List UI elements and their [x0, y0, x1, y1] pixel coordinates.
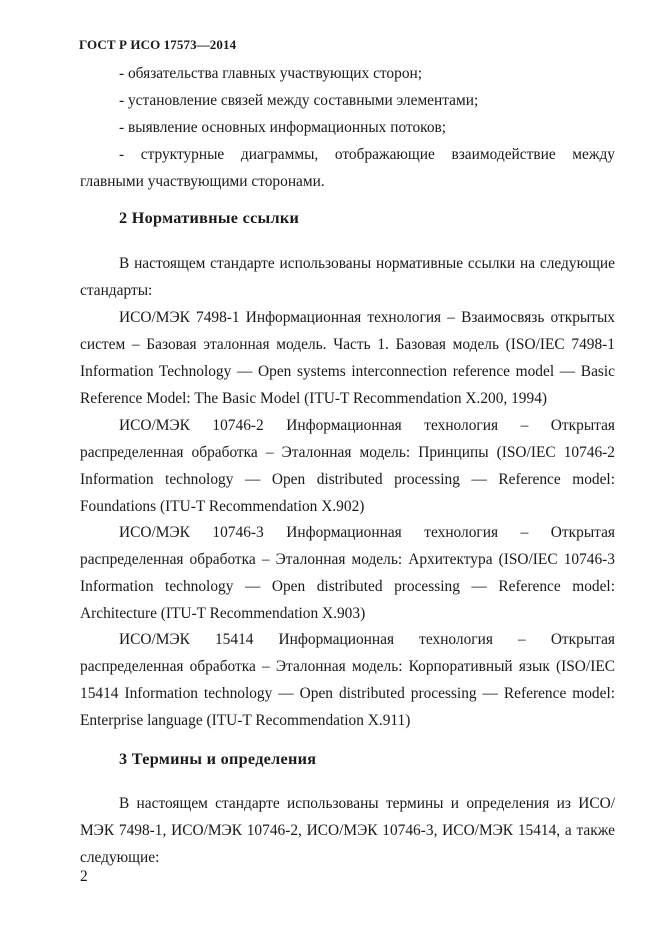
- bullet-item: - выявление основных информационных потоков;: [119, 119, 447, 136]
- section-paragraph: В настоящем стандарте использованы нормативные ссылки на следующие стандарты:: [80, 255, 615, 299]
- reference-item: ИСО/МЭК 7498-1 Информационная технология – Взаимосвязь открытых систем – Базовая эталонная модель. Часть 1. Базовая модель (ISO/IEC 7498-1 Information Technology — Open systems interconnection reference model — Basic Reference Model: The Basic Model (ITU-T Recommendation X.200, 1994): [80, 309, 615, 407]
- reference-item: ИСО/МЭК 15414 Информационная технология – Открытая распределенная обработка – Эталонная модель: Корпоративный язык (ISO/IEC 15414 Information technology — Open distributed processing — Reference model: Enterprise language (ITU-T Recommendation X.911): [80, 631, 615, 729]
- section-paragraph: В настоящем стандарте использованы термины и определения из ИСО/МЭК 7498-1, ИСО/МЭК 10746-2, ИСО/МЭК 10746-3, ИСО/МЭК 15414, а также следующие:: [80, 795, 615, 866]
- section-heading-normative-references: 2 Нормативные ссылки: [119, 209, 300, 227]
- bullet-item: - установление связей между составными элементами;: [119, 92, 479, 109]
- document-header-title: ГОСТ Р ИСО 17573—2014: [79, 37, 237, 52]
- reference-item: ИСО/МЭК 10746-3 Информационная технология – Открытая распределенная обработка – Эталонная модель: Архитектура (ISO/IEC 10746-3 Information technology — Open distributed processing — Reference model: Architecture (ITU-T Recommendation X.903): [80, 524, 615, 622]
- section-heading-terms-definitions: 3 Термины и определения: [119, 750, 317, 768]
- reference-item: ИСО/МЭК 10746-2 Информационная технология – Открытая распределенная обработка – Эталонная модель: Принципы (ISO/IEC 10746-2 Information technology — Open distributed processing — Reference model: Foundations (ITU-T Recommendation X.902): [80, 417, 615, 515]
- bullet-item: - структурные диаграммы, отображающие взаимодействие между главными участвующими сторонами.: [80, 146, 615, 190]
- page-number: 2: [80, 868, 88, 885]
- bullet-item: - обязательства главных участвующих сторон;: [119, 65, 423, 82]
